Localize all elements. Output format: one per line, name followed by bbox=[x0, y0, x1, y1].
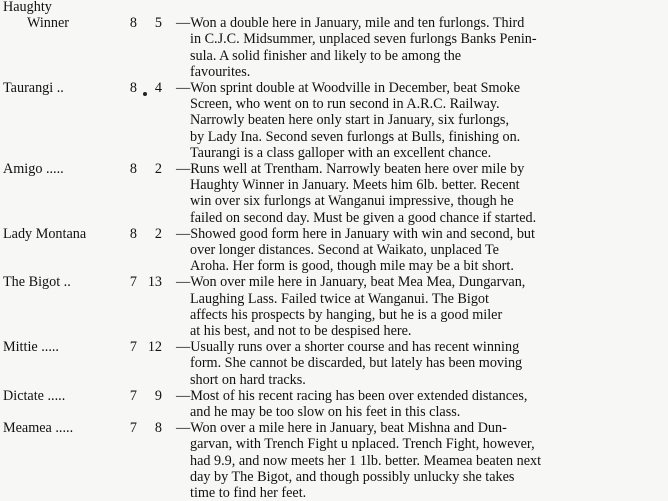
weight-stones: 8 bbox=[129, 80, 137, 96]
form-comment-line: failed on second day. Must be given a good chance if started. bbox=[190, 209, 537, 226]
weight-pounds: 4 bbox=[154, 80, 162, 96]
entry-line bbox=[0, 112, 668, 128]
form-comment-line: over longer distances. Second at Waikato, unplaced Te bbox=[190, 242, 499, 258]
form-comment-line: garvan, with Trench Fight u nplaced. Trench Fight, however, bbox=[190, 436, 535, 453]
form-comment-line: Haughty Winner in January. Meets him 6lb. better. Recent bbox=[190, 177, 520, 194]
form-comment-line: at his best, and not to be despised here. bbox=[190, 323, 412, 339]
form-comment-line: affects his prospects by hanging, but he is a good miler bbox=[190, 306, 503, 323]
entry-line bbox=[0, 96, 668, 112]
form-comment-line: Screen, who went on to run second in A.R.C. Railway. bbox=[190, 96, 500, 113]
form-comment-line: time to find her feet. bbox=[190, 485, 307, 501]
entry-line bbox=[0, 48, 668, 64]
entry-line bbox=[0, 226, 668, 242]
entry-line bbox=[0, 80, 668, 96]
horse-name: Mittie ..... bbox=[3, 339, 59, 356]
horse-name: Meamea ..... bbox=[3, 420, 74, 437]
form-comment-line: favourites. bbox=[190, 63, 251, 80]
horse-name: The Bigot .. bbox=[3, 274, 71, 291]
form-comment-line: —Won sprint double at Woodville in December, beat Smoke bbox=[176, 80, 521, 96]
form-comment-line: form. She cannot be discarded, but lately has been moving bbox=[190, 355, 523, 372]
entry-line bbox=[0, 323, 668, 339]
entry-line bbox=[0, 274, 668, 290]
weight-stones: 8 bbox=[129, 225, 137, 242]
form-comment-line: Aroha. Her form is good, though mile may be a bit short. bbox=[190, 258, 514, 275]
form-comment-line: in C.J.C. Midsummer, unplaced seven furlongs Banks Penin- bbox=[190, 31, 537, 48]
horse-name: Haughty bbox=[3, 0, 52, 15]
weight-pounds: 2 bbox=[154, 225, 162, 242]
weight-pounds: 5 bbox=[154, 15, 162, 32]
entry-line bbox=[0, 161, 668, 177]
entry-line bbox=[0, 372, 668, 388]
entry-line bbox=[0, 210, 668, 226]
form-comment-line: —Won over mile here in January, beat Mea Mea, Dungarvan, bbox=[176, 274, 526, 291]
entry-line bbox=[0, 307, 668, 323]
horse-name: Lady Montana bbox=[3, 225, 87, 242]
entry-line bbox=[0, 15, 668, 31]
entry-line bbox=[0, 453, 668, 469]
form-comment-line: —Showed good form here in January with win and second, but bbox=[176, 225, 535, 242]
horse-name: Dictate ..... bbox=[3, 387, 66, 404]
form-comment-line: —Usually runs over a shorter course and has recent winning bbox=[176, 339, 520, 356]
entry-line bbox=[0, 291, 668, 307]
entry-line bbox=[0, 388, 668, 404]
entry-line bbox=[0, 129, 668, 145]
weight-stones: 7 bbox=[129, 339, 137, 356]
ink-speck bbox=[143, 92, 147, 96]
weight-stones: 7 bbox=[129, 274, 137, 291]
horse-name: Taurangi .. bbox=[3, 80, 64, 96]
form-comment-line: and he may be too slow on his feet in this class. bbox=[190, 404, 461, 420]
horse-name: Winner bbox=[27, 15, 69, 32]
weight-stones: 7 bbox=[129, 420, 137, 437]
weight-pounds: 2 bbox=[154, 161, 162, 177]
form-comment-line: sula. A solid finisher and likely to be among the bbox=[190, 47, 462, 64]
entry-line bbox=[0, 420, 668, 436]
weight-stones: 7 bbox=[129, 387, 137, 404]
entry-line bbox=[0, 31, 668, 47]
entry-line bbox=[0, 436, 668, 452]
entry-line bbox=[0, 0, 668, 15]
entry-line bbox=[0, 258, 668, 274]
form-comment-line: Laughing Lass. Failed twice at Wanganui. The Bigot bbox=[190, 290, 489, 307]
weight-pounds: 12 bbox=[147, 339, 162, 356]
form-comment-line: had 9.9, and now meets her 1 1lb. better. Meamea beaten next bbox=[190, 452, 542, 469]
entry-line bbox=[0, 355, 668, 371]
form-comment-line: Taurangi is a class galloper with an excellent chance. bbox=[190, 144, 492, 161]
weight-pounds: 9 bbox=[154, 387, 162, 404]
weight-stones: 8 bbox=[129, 15, 137, 32]
weight-pounds: 8 bbox=[154, 420, 162, 437]
entry-line bbox=[0, 177, 668, 193]
entry-line bbox=[0, 339, 668, 355]
form-comment-line: —Won a double here in January, mile and ten furlongs. Third bbox=[176, 15, 525, 32]
entry-line bbox=[0, 193, 668, 209]
form-comment-line: by Lady Ina. Second seven furlongs at Bulls, finishing on. bbox=[190, 128, 521, 145]
entry-line bbox=[0, 64, 668, 80]
form-comment-line: win over six furlongs at Wanganui impressive, though he bbox=[190, 193, 514, 210]
form-comment-line: day by The Bigot, and though possibly unlucky she takes bbox=[190, 468, 515, 485]
form-comment-line: —Won over a mile here in January, beat Mishna and Dun- bbox=[176, 420, 507, 437]
entry-line bbox=[0, 469, 668, 485]
entry-line bbox=[0, 145, 668, 161]
form-comment-line: —Most of his recent racing has been over extended distances, bbox=[176, 387, 528, 404]
horse-name: Amigo ..... bbox=[3, 161, 64, 177]
weight-pounds: 13 bbox=[147, 274, 162, 291]
form-comment-line: short on hard tracks. bbox=[190, 371, 306, 388]
form-comment-line: Narrowly beaten here only start in January, six furlongs, bbox=[190, 112, 509, 129]
entry-line bbox=[0, 404, 668, 420]
form-comment-line: —Runs well at Trentham. Narrowly beaten here over mile by bbox=[176, 161, 525, 177]
weight-stones: 8 bbox=[129, 161, 137, 177]
entry-line bbox=[0, 485, 668, 501]
entry-line bbox=[0, 242, 668, 258]
